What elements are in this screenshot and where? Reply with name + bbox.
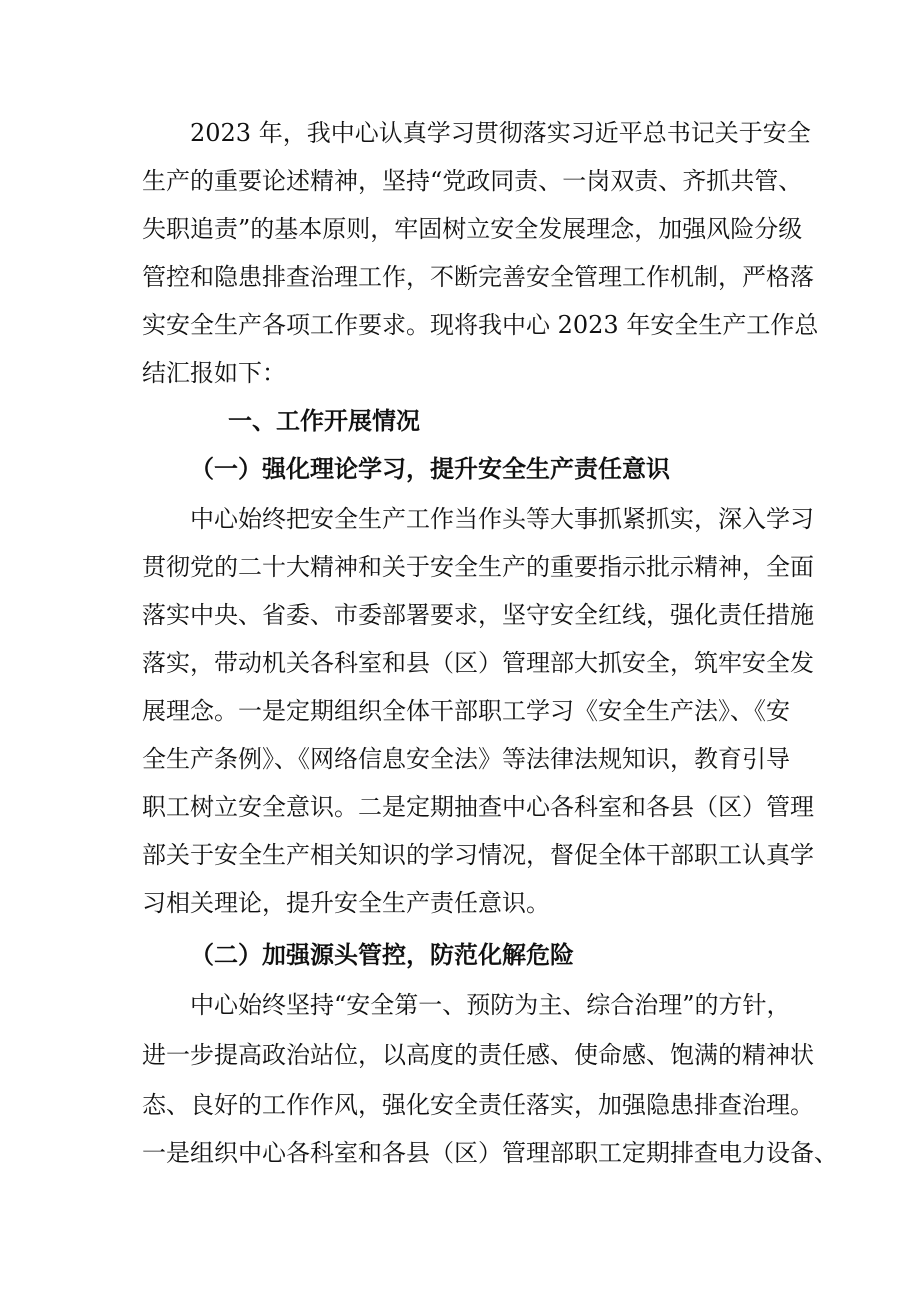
sub2-line-2: 进一步提高政治站位，以高度的责任感、使命感、饱满的精神状 [142,1041,814,1069]
sub1-line-4: 落实，带动机关各科室和县（区）管理部大抓安全，筑牢安全发 [142,649,814,677]
subsection-heading-1: （一）强化理论学习，提升安全生产责任意识 [190,455,670,483]
intro-line-3: 失职追责”的基本原则，牢固树立安全发展理念，加强风险分级 [142,215,803,243]
sub1-line-3: 落实中央、省委、市委部署要求，坚守安全红线，强化责任措施 [142,601,814,629]
intro-line-2: 生产的重要论述精神，坚持“党政同责、一岗双责、齐抓共管、 [142,167,803,195]
sub1-line-9: 习相关理论，提升安全生产责任意识。 [142,889,550,917]
sub2-line-4: 一是组织中心各科室和各县（区）管理部职工定期排查电力设备、 [142,1139,838,1167]
intro-line-5: 实安全生产各项工作要求。现将我中心 2023 年安全生产工作总 [142,311,819,339]
intro-line-6: 结汇报如下： [142,359,286,387]
subsection-heading-2: （二）加强源头管控，防范化解危险 [190,941,574,969]
section-heading-1: 一、工作开展情况 [228,407,420,435]
sub1-line-6: 全生产条例》、《网络信息安全法》等法律法规知识，教育引导 [142,745,790,773]
sub1-line-1: 中心始终把安全生产工作当作头等大事抓紧抓实，深入学习 [190,505,814,533]
sub1-line-7: 职工树立安全意识。二是定期抽查中心各科室和各县（区）管理 [142,793,814,821]
sub1-line-8: 部关于安全生产相关知识的学习情况，督促全体干部职工认真学 [142,841,814,869]
sub1-line-5: 展理念。一是定期组织全体干部职工学习《安全生产法》、《安 [142,697,790,725]
intro-line-4: 管控和隐患排查治理工作，不断完善安全管理工作机制，严格落 [142,263,814,291]
intro-line-1: 2023 年，我中心认真学习贯彻落实习近平总书记关于安全 [190,119,811,147]
sub2-line-3: 态、良好的工作作风，强化安全责任落实，加强隐患排查治理。 [142,1091,814,1119]
sub1-line-2: 贯彻党的二十大精神和关于安全生产的重要指示批示精神，全面 [142,553,814,581]
sub2-line-1: 中心始终坚持“安全第一、预防为主、综合治理”的方针， [190,991,791,1019]
